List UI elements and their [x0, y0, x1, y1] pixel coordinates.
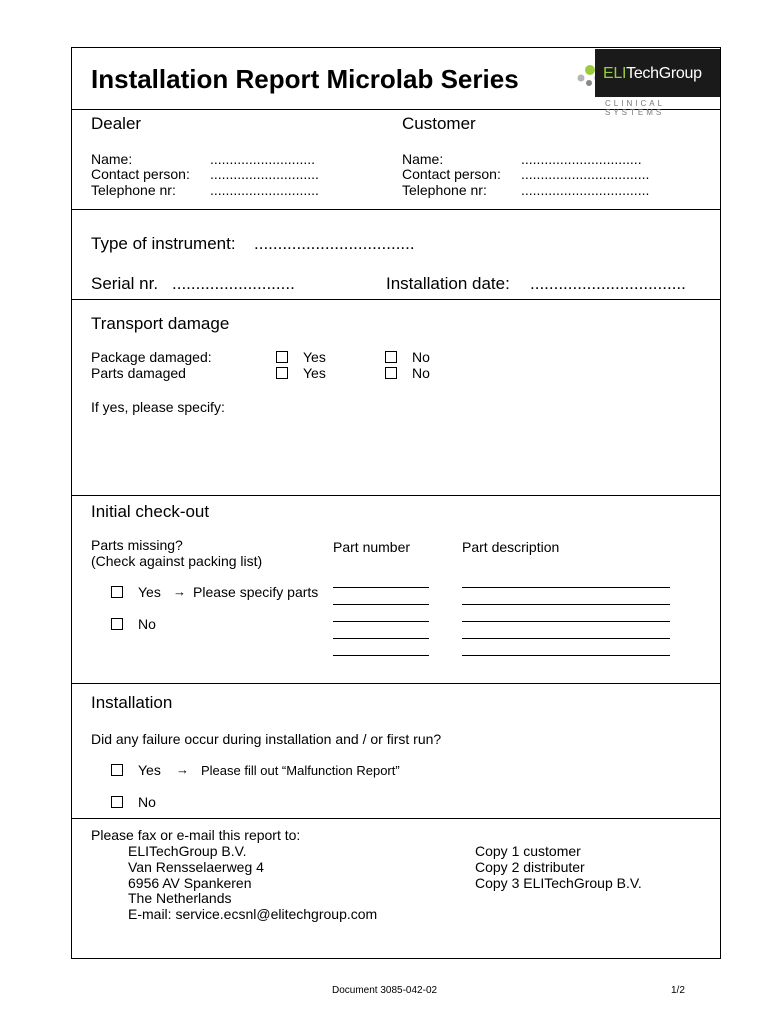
page-title: Installation Report Microlab Series	[91, 64, 519, 94]
specify-parts-instruction: Please specify parts	[193, 584, 319, 600]
address-postcode-city: 6956 AV Spankeren	[128, 875, 252, 891]
installation-date-label: Installation date:	[386, 274, 510, 293]
dealer-contact-field[interactable]: ............................	[210, 166, 319, 182]
parts-damaged-no-checkbox[interactable]	[385, 367, 397, 379]
dealer-heading: Dealer	[91, 114, 142, 133]
part-number-line[interactable]	[333, 587, 429, 588]
specify-damage-label: If yes, please specify:	[91, 399, 225, 415]
divider	[71, 683, 721, 684]
customer-heading: Customer	[402, 114, 476, 133]
parts-missing-no-checkbox[interactable]	[111, 618, 123, 630]
contact-email[interactable]: E-mail: service.ecsnl@elitechgroup.com	[128, 906, 378, 922]
address-company: ELITechGroup B.V.	[128, 843, 247, 859]
arrow-right-icon: →	[173, 584, 186, 599]
parts-missing-yes-label: Yes	[138, 584, 161, 600]
package-damaged-no-checkbox[interactable]	[385, 351, 397, 363]
customer-contact-field[interactable]: .................................	[521, 166, 650, 182]
divider	[71, 209, 721, 210]
fax-email-intro: Please fax or e-mail this report to:	[91, 827, 301, 843]
part-description-line[interactable]	[462, 621, 670, 622]
customer-phone-field[interactable]: .................................	[521, 182, 650, 198]
package-damaged-yes-label: Yes	[303, 349, 326, 365]
parts-damaged-no-label: No	[412, 365, 430, 381]
package-damaged-yes-checkbox[interactable]	[276, 351, 288, 363]
logo-wordmark: ELITechGroup	[603, 65, 702, 82]
failure-no-checkbox[interactable]	[111, 796, 123, 808]
address-street: Van Rensselaerweg 4	[128, 859, 264, 875]
customer-name-label: Name:	[402, 151, 444, 167]
part-number-line[interactable]	[333, 621, 429, 622]
checkout-heading: Initial check-out	[91, 502, 210, 521]
part-description-line[interactable]	[462, 638, 670, 639]
address-country: The Netherlands	[128, 890, 232, 906]
copy-distributer: Copy 2 distributer	[475, 859, 585, 875]
installation-date-field[interactable]: .................................	[530, 274, 686, 293]
company-logo	[575, 49, 720, 117]
divider	[71, 818, 721, 819]
part-description-header: Part description	[462, 539, 560, 555]
instrument-type-field[interactable]: ..................................	[254, 234, 415, 253]
customer-phone-label: Telephone nr:	[402, 182, 487, 198]
parts-missing-yes-checkbox[interactable]	[111, 586, 123, 598]
installation-question: Did any failure occur during installation and / or first run?	[91, 731, 442, 747]
dealer-phone-label: Telephone nr:	[91, 182, 176, 198]
parts-damaged-yes-checkbox[interactable]	[276, 367, 288, 379]
dealer-phone-field[interactable]: ............................	[210, 182, 319, 198]
dealer-contact-label: Contact person:	[91, 166, 190, 182]
serial-field[interactable]: ..........................	[172, 274, 295, 293]
part-number-line[interactable]	[333, 638, 429, 639]
failure-no-label: No	[138, 794, 156, 810]
malfunction-report-instruction: Please fill out “Malfunction Report”	[201, 763, 400, 778]
divider	[71, 495, 721, 496]
part-number-line[interactable]	[333, 604, 429, 605]
customer-contact-label: Contact person:	[402, 166, 501, 182]
part-description-line[interactable]	[462, 655, 670, 656]
copy-elitechgroup: Copy 3 ELITechGroup B.V.	[475, 875, 642, 891]
divider	[71, 299, 721, 300]
customer-name-field[interactable]: ...............................	[521, 151, 642, 167]
part-number-header: Part number	[333, 539, 411, 555]
package-damaged-label: Package damaged:	[91, 349, 212, 365]
parts-damaged-yes-label: Yes	[303, 365, 326, 381]
parts-missing-no-label: No	[138, 616, 156, 632]
arrow-right-icon: →	[176, 762, 189, 777]
copy-customer: Copy 1 customer	[475, 843, 581, 859]
logo-tagline: CLINICAL SYSTEMS	[605, 99, 665, 117]
installation-heading: Installation	[91, 693, 173, 712]
package-damaged-no-label: No	[412, 349, 430, 365]
serial-label: Serial nr.	[91, 274, 159, 293]
failure-yes-label: Yes	[138, 762, 161, 778]
dealer-name-label: Name:	[91, 151, 133, 167]
page-number: 1/2	[671, 985, 685, 996]
transport-heading: Transport damage	[91, 314, 230, 333]
packing-list-note: (Check against packing list)	[91, 553, 263, 569]
dealer-name-field[interactable]: ...........................	[210, 151, 316, 167]
part-description-line[interactable]	[462, 604, 670, 605]
part-description-line[interactable]	[462, 587, 670, 588]
parts-damaged-label: Parts damaged	[91, 365, 186, 381]
part-number-line[interactable]	[333, 655, 429, 656]
instrument-type-label: Type of instrument:	[91, 234, 236, 253]
document-number: Document 3085-042-02	[332, 985, 438, 996]
failure-yes-checkbox[interactable]	[111, 764, 123, 776]
parts-missing-label: Parts missing?	[91, 537, 183, 553]
